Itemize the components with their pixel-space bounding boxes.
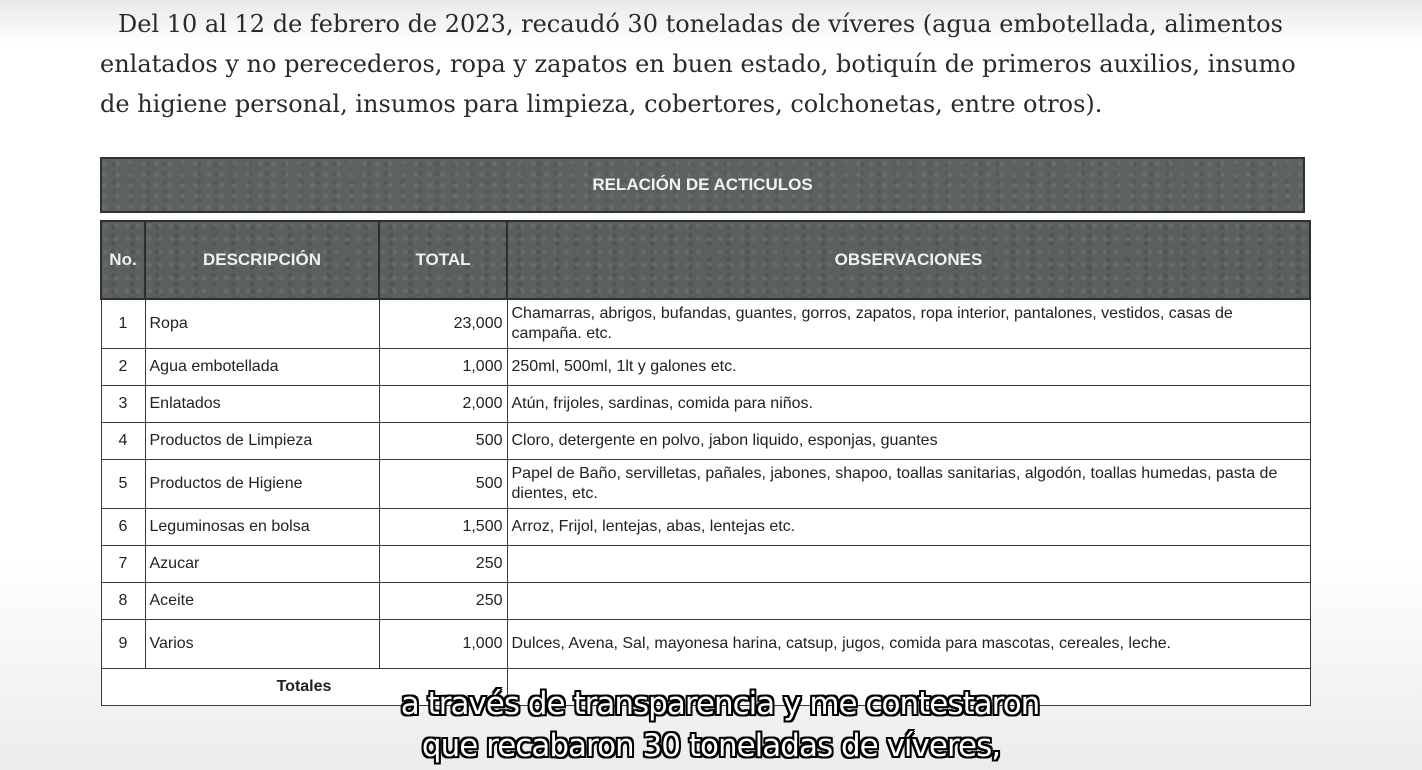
row-observaciones: Chamarras, abrigos, bufandas, guantes, gorros, zapatos, ropa interior, pantalones, vestidos, casas de campaña. etc. [507, 299, 1310, 349]
row-observaciones: 250ml, 500ml, 1lt y galones etc. [507, 349, 1310, 386]
row-total: 23,000 [379, 299, 507, 349]
subtitle-line-1: a través de transparencia y me contestaron [400, 686, 1040, 722]
table-row [101, 546, 1310, 583]
watermark-logo [1292, 68, 1352, 148]
row-total: 1,000 [379, 349, 507, 386]
row-total: 250 [379, 546, 507, 583]
table-row [101, 460, 1310, 509]
intro-line-2: enlatados y no perecederos, ropa y zapatos en buen estado, botiquín de primeros auxilios, insumo [100, 50, 1296, 78]
row-no: 3 [101, 386, 145, 423]
intro-line-1: Del 10 al 12 de febrero de 2023, recaudó 30 toneladas de víveres (agua embotellada, alimentos [118, 10, 1283, 38]
row-descripcion: Ropa [145, 299, 379, 349]
row-descripcion: Productos de Higiene [145, 460, 379, 509]
row-descripcion: Productos de Limpieza [145, 423, 379, 460]
table-row [101, 583, 1310, 620]
row-observaciones: Cloro, detergente en polvo, jabon liquido, esponjas, guantes [507, 423, 1310, 460]
row-total: 250 [379, 583, 507, 620]
table-row [101, 423, 1310, 460]
row-observaciones: Dulces, Avena, Sal, mayonesa harina, catsup, jugos, comida para mascotas, cereales, leche. [507, 620, 1310, 669]
articles-table [100, 220, 1311, 706]
row-descripcion: Aceite [145, 583, 379, 620]
row-total: 500 [379, 460, 507, 509]
row-observaciones: Arroz, Frijol, lentejas, abas, lentejas etc. [507, 509, 1310, 546]
header-descripcion: DESCRIPCIÓN [145, 221, 379, 299]
row-descripcion: Varios [145, 620, 379, 669]
row-descripcion: Azucar [145, 546, 379, 583]
row-total: 500 [379, 423, 507, 460]
intro-line-3: de higiene personal, insumos para limpieza, cobertores, colchonetas, entre otros). [100, 90, 1103, 118]
row-descripcion: Enlatados [145, 386, 379, 423]
table-row [101, 299, 1310, 349]
header-observaciones: OBSERVACIONES [507, 221, 1310, 299]
table-row [101, 349, 1310, 386]
subtitle-line-2: que recabaron 30 toneladas de víveres, [421, 728, 1001, 764]
row-no: 1 [101, 299, 145, 349]
row-descripcion: Agua embotellada [145, 349, 379, 386]
row-no: 6 [101, 509, 145, 546]
row-no: 5 [101, 460, 145, 509]
row-observaciones: Atún, frijoles, sardinas, comida para niños. [507, 386, 1310, 423]
table-header-row [101, 221, 1310, 299]
row-observaciones [507, 546, 1310, 583]
row-observaciones: Papel de Baño, servilletas, pañales, jabones, shapoo, toallas sanitarias, algodón, toallas humedas, pasta de dientes, etc. [507, 460, 1310, 509]
row-no: 8 [101, 583, 145, 620]
row-no: 7 [101, 546, 145, 583]
row-total: 2,000 [379, 386, 507, 423]
totals-label: Totales [101, 669, 507, 706]
intro-paragraph [100, 4, 1310, 124]
table-row [101, 386, 1310, 423]
header-total: TOTAL [379, 221, 507, 299]
row-total: 1,500 [379, 509, 507, 546]
row-no: 9 [101, 620, 145, 669]
header-no: No. [101, 221, 145, 299]
row-observaciones [507, 583, 1310, 620]
row-no: 4 [101, 423, 145, 460]
row-descripcion: Leguminosas en bolsa [145, 509, 379, 546]
table-title: RELACIÓN DE ACTICULOS [100, 157, 1305, 213]
row-no: 2 [101, 349, 145, 386]
row-total: 1,000 [379, 620, 507, 669]
table-row [101, 509, 1310, 546]
table-row [101, 620, 1310, 669]
